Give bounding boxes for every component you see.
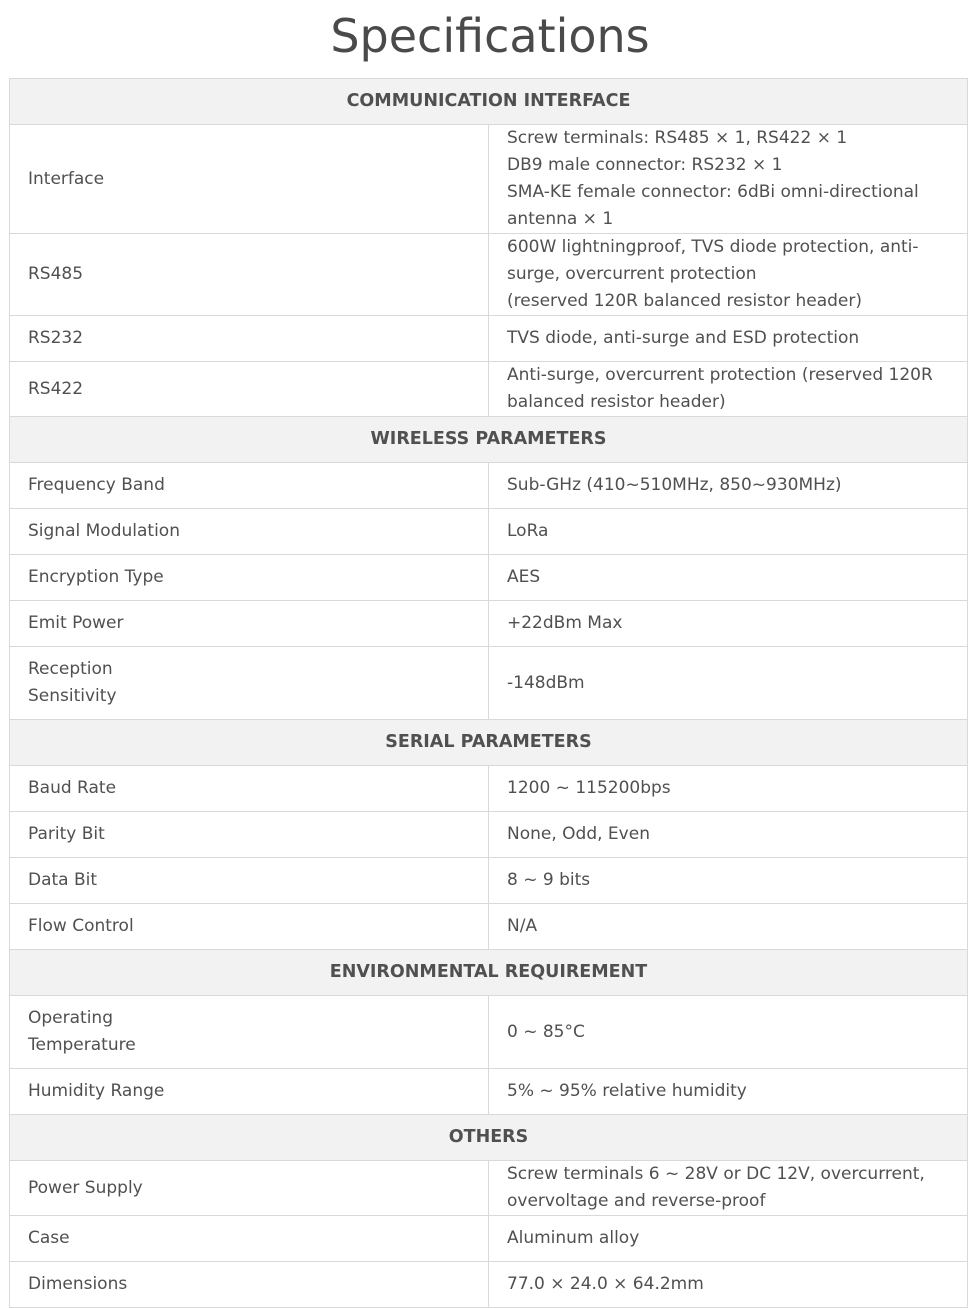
spec-value xyxy=(489,509,968,555)
spec-label xyxy=(10,1161,489,1216)
spec-row xyxy=(10,1216,968,1262)
spec-row xyxy=(10,316,968,362)
spec-value-line: None, Odd, Even xyxy=(507,824,650,844)
spec-label-line: RS232 xyxy=(28,328,84,348)
spec-row xyxy=(10,858,968,904)
section-header-row xyxy=(10,720,968,766)
spec-value-line: -148dBm xyxy=(507,672,585,693)
spec-value xyxy=(489,766,968,812)
section-header-row xyxy=(10,417,968,463)
spec-row xyxy=(10,509,968,555)
spec-value xyxy=(489,555,968,601)
spec-row xyxy=(10,647,968,720)
spec-value xyxy=(489,316,968,362)
spec-value-line: AES xyxy=(507,567,541,587)
spec-row xyxy=(10,904,968,950)
spec-value-line: 0 ~ 85°C xyxy=(507,1021,585,1042)
spec-row xyxy=(10,362,968,417)
spec-value xyxy=(489,234,968,316)
section-heading: COMMUNICATION INTERFACE xyxy=(10,79,968,125)
spec-label-line: Parity Bit xyxy=(28,824,105,844)
section-heading: WIRELESS PARAMETERS xyxy=(10,417,968,463)
spec-value xyxy=(489,1262,968,1308)
specifications-table xyxy=(9,78,968,1308)
spec-value-line: 77.0 × 24.0 × 64.2mm xyxy=(507,1274,704,1294)
spec-row xyxy=(10,996,968,1069)
spec-label-line: Encryption Type xyxy=(28,567,164,587)
spec-value-line: DB9 male connector: RS232 × 1 xyxy=(507,155,783,175)
spec-value xyxy=(489,858,968,904)
spec-value-line: Screw terminals: RS485 × 1, RS422 × 1 xyxy=(507,128,848,148)
spec-value xyxy=(489,1161,968,1216)
spec-label xyxy=(10,1216,489,1262)
spec-value-line: 600W lightningproof, TVS diode protection, anti-surge, overcurrent protection xyxy=(507,237,919,284)
spec-row xyxy=(10,1161,968,1216)
specifications-table-body xyxy=(10,79,968,1308)
spec-value-line: Aluminum alloy xyxy=(507,1228,640,1248)
spec-value xyxy=(489,812,968,858)
spec-label-line: Frequency Band xyxy=(28,475,165,495)
spec-row xyxy=(10,1069,968,1115)
section-header-row xyxy=(10,79,968,125)
section-heading: ENVIRONMENTAL REQUIREMENT xyxy=(10,950,968,996)
spec-row xyxy=(10,125,968,234)
spec-row xyxy=(10,234,968,316)
spec-row xyxy=(10,812,968,858)
spec-label xyxy=(10,904,489,950)
spec-label-line: Emit Power xyxy=(28,613,124,633)
spec-label-line: RS422 xyxy=(28,378,84,399)
spec-label xyxy=(10,463,489,509)
spec-label-line: Temperature xyxy=(28,1035,136,1055)
spec-value xyxy=(489,1069,968,1115)
section-header-row xyxy=(10,1115,968,1161)
spec-label-line: Interface xyxy=(28,168,105,189)
spec-label xyxy=(10,555,489,601)
spec-label-line: Operating xyxy=(28,1008,113,1028)
spec-value-line: 5% ~ 95% relative humidity xyxy=(507,1081,747,1101)
spec-label-line: Flow Control xyxy=(28,916,134,936)
spec-value-line: Sub-GHz (410~510MHz, 850~930MHz) xyxy=(507,475,842,495)
spec-value-line: N/A xyxy=(507,916,538,936)
spec-label xyxy=(10,996,489,1069)
spec-label xyxy=(10,1069,489,1115)
page-title: Specifications xyxy=(330,9,650,63)
spec-value-line: +22dBm Max xyxy=(507,613,623,633)
spec-value-line: TVS diode, anti-surge and ESD protection xyxy=(507,328,860,348)
spec-label xyxy=(10,509,489,555)
spec-label-line: Power Supply xyxy=(28,1177,143,1198)
spec-row xyxy=(10,555,968,601)
spec-value xyxy=(489,904,968,950)
spec-label-line: Data Bit xyxy=(28,870,98,890)
spec-label-line: Signal Modulation xyxy=(28,521,180,541)
spec-value xyxy=(489,463,968,509)
spec-label-line: Dimensions xyxy=(28,1274,128,1294)
spec-row xyxy=(10,1262,968,1308)
spec-row xyxy=(10,766,968,812)
spec-label-line: Reception xyxy=(28,659,113,679)
spec-row xyxy=(10,601,968,647)
spec-value xyxy=(489,647,968,720)
spec-value xyxy=(489,996,968,1069)
spec-label xyxy=(10,601,489,647)
spec-label-line: Case xyxy=(28,1228,70,1248)
spec-value-line: (reserved 120R balanced resistor header) xyxy=(507,291,863,311)
spec-label-line: Humidity Range xyxy=(28,1081,165,1101)
spec-label xyxy=(10,362,489,417)
spec-label xyxy=(10,316,489,362)
spec-label-line: Baud Rate xyxy=(28,778,117,798)
spec-label-line: RS485 xyxy=(28,264,84,284)
section-header-row xyxy=(10,950,968,996)
section-heading: SERIAL PARAMETERS xyxy=(10,720,968,766)
spec-value-line: 8 ~ 9 bits xyxy=(507,870,591,890)
spec-label xyxy=(10,234,489,316)
spec-row xyxy=(10,463,968,509)
spec-value xyxy=(489,1216,968,1262)
spec-value-line: 1200 ~ 115200bps xyxy=(507,778,671,798)
spec-label xyxy=(10,647,489,720)
section-heading: OTHERS xyxy=(10,1115,968,1161)
spec-value-line: Screw terminals 6 ~ 28V or DC 12V, overcurrent, overvoltage and reverse-proof xyxy=(507,1164,925,1211)
spec-value xyxy=(489,362,968,417)
spec-label-line: Sensitivity xyxy=(28,686,117,706)
spec-label xyxy=(10,812,489,858)
spec-label xyxy=(10,1262,489,1308)
spec-value xyxy=(489,125,968,234)
spec-value xyxy=(489,601,968,647)
spec-label xyxy=(10,858,489,904)
spec-label xyxy=(10,125,489,234)
spec-label xyxy=(10,766,489,812)
spec-value-line: LoRa xyxy=(507,521,549,541)
spec-value-line: Anti-surge, overcurrent protection (reserved 120R balanced resistor header) xyxy=(507,365,933,412)
spec-value-line: SMA-KE female connector: 6dBi omni-directional antenna × 1 xyxy=(507,182,919,229)
